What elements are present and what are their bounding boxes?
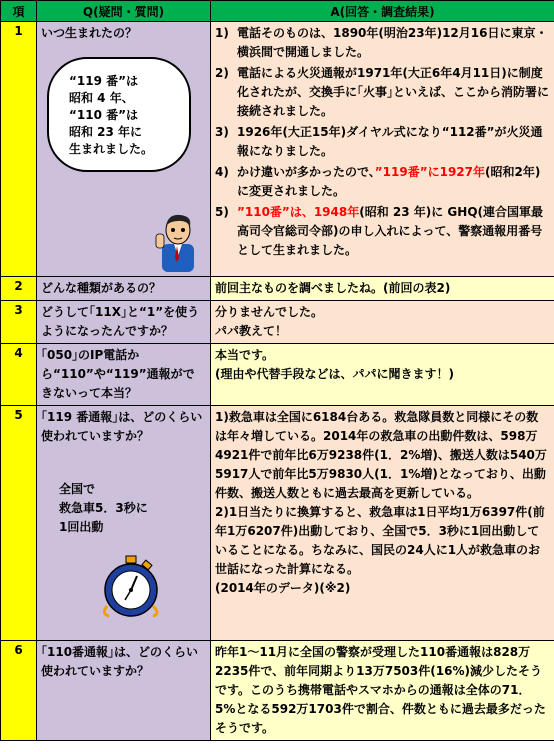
- header-row: [1, 1, 554, 22]
- list-item: 5) ”110番”は、1948年(昭和 23 年)に GHQ(連合国軍最高司令官総司令部)の申し入れによって、警察通報用番号として生まれました。: [215, 205, 544, 257]
- stopwatch-icon: [101, 554, 161, 620]
- question-cell: ｢110番通報｣は、どのくらい使われていますか？: [37, 641, 211, 741]
- list-item: 4) かけ違いが多かったので、”119番”に1927年(昭和2年)に変更されました。: [215, 165, 541, 198]
- list-item: 2) 電話による火災通報が1971年(大正6年4月11日)に制度化されたが、交換手に｢火事｣といえば、ここから消防署に接続されました。: [215, 66, 550, 118]
- highlight-text: ”119番”に1927年: [374, 165, 485, 179]
- header-answer: A(回答・調査結果): [211, 1, 554, 22]
- answer-cell: 昨年1～11月に全国の警察が受理した110番通報は828万2235件で、前年同期より13万7503件(16%)減少したそうです。このうち携帯電話やスマホからの通報は全体の71．5%となる592万1703件で割合、件数ともに過去最多だったそうです。: [211, 641, 554, 741]
- highlight-text: ”110番”は、1948年: [237, 205, 360, 219]
- bubble-line: 昭和 4 年、: [69, 91, 134, 105]
- question-cell: ｢050｣のIP電話から“110”や“119”通報ができないって本当？: [37, 344, 211, 406]
- header-question: Q(疑問・質問): [37, 1, 211, 22]
- table-row: [1, 344, 554, 406]
- answer-cell: 分りませんでした。 パパ教えて！: [211, 301, 554, 344]
- bubble-line: 昭和 23 年に: [69, 125, 143, 139]
- list-item: 3) 1926年(大正15年)ダイヤル式になり“112番”が火災通報になりました。: [215, 125, 543, 158]
- row-number: 1: [1, 22, 37, 277]
- bubble-line: “119 番”は: [69, 74, 139, 88]
- list-item: 1) 電話そのものは、1890年(明治23年)12月16日に東京・横浜間で開通しました。: [215, 26, 548, 59]
- answer-cell: [211, 22, 554, 277]
- question-cell: どうして｢11X｣と“1”を使うようになったんですか？: [37, 301, 211, 344]
- answer-cell: 1)救急車は全国に6184台ある。救急隊員数と同様にその数は年々増している。2014年の救急車の出動件数は、598万4921件で前年比6万9238件(1．2%増)、搬送人数は540万5917人で前年比5万9830人(1．1%増)となっており、出動件数、搬送人数ともに過去最高を更新している。 2)1日当たりに換算すると、救急車は1日平均1万6397件(前年1万6207件)出動しており、全国で5．3秒に1回出動していることになる。ちなみに、国民の24人に1人が救急車のお世話になった計算になる。 (2014年のデータ)(※2): [211, 406, 554, 641]
- row-number: 2: [1, 277, 37, 301]
- question-note: 全国で 救急車5．3秒に 1回出動: [59, 482, 148, 534]
- row-number: 6: [1, 641, 37, 741]
- table-row: [1, 406, 554, 641]
- bubble-line: “110 番”は: [69, 108, 139, 122]
- thinking-man-icon: [152, 208, 202, 272]
- row-number: 5: [1, 406, 37, 641]
- question-text: いつ生まれたの？: [41, 26, 138, 40]
- answer-cell: 前回主なものを調べましたね。(前回の表2): [211, 277, 554, 301]
- table-row: [1, 641, 554, 741]
- speech-bubble: [47, 57, 191, 172]
- table-row: [1, 277, 554, 301]
- question-cell: [37, 22, 211, 277]
- question-cell: どんな種類があるの？: [37, 277, 211, 301]
- header-no: 項: [1, 1, 37, 22]
- row-number: 4: [1, 344, 37, 406]
- answer-cell: 本当です。 (理由や代替手段などは、パパに聞きます！): [211, 344, 554, 406]
- row-number: 3: [1, 301, 37, 344]
- table-row: [1, 301, 554, 344]
- table-row: [1, 22, 554, 277]
- question-cell: [37, 406, 211, 641]
- question-text: ｢119 番通報｣は、どのくらい使われていますか？: [41, 410, 203, 443]
- bubble-line: 生まれました。: [69, 142, 154, 156]
